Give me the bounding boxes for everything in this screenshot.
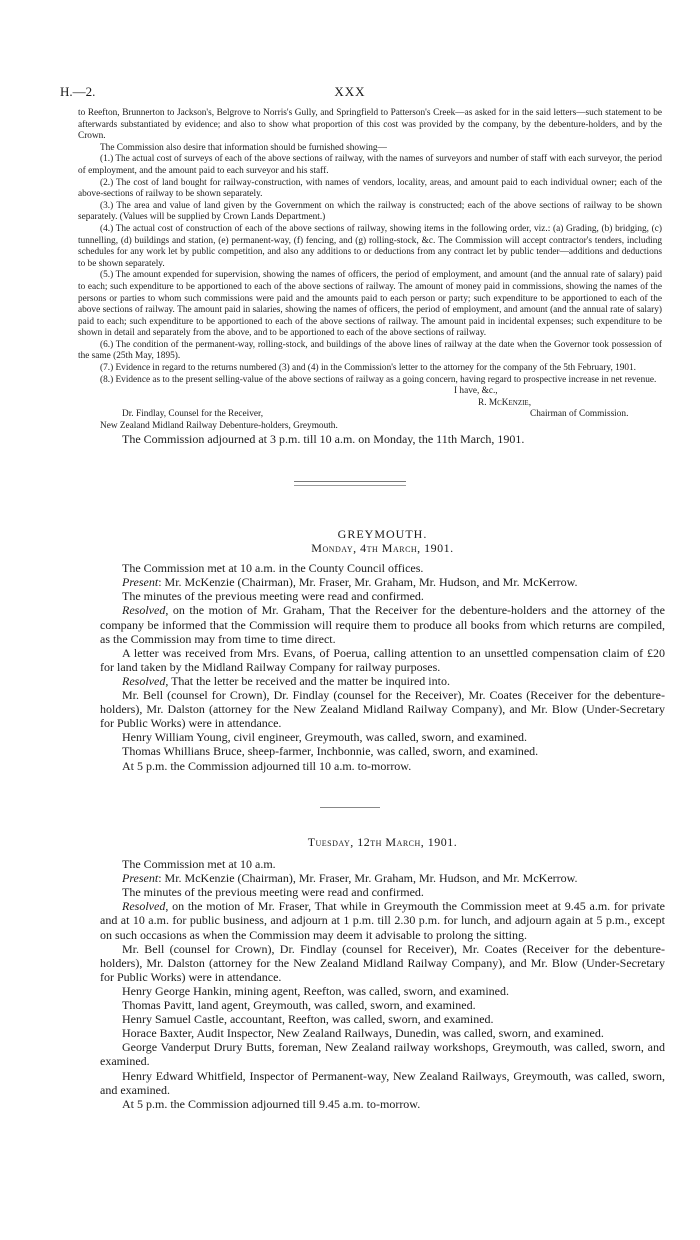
resolution-text: , on the motion of Mr. Fraser, That while in Greymouth the Commission meet at 9.45 a.m. for private and at 10 a.m. for public business, and adjourn at 1 p.m. till 2.30 p.m. for lunch, and adjourn again at 5 p.m., except on such occasions as when the Commission may deem it advisable to prolong the sitting. xyxy=(100,899,665,942)
witness-paragraph: Horace Baxter, Audit Inspector, New Zealand Railways, Dunedin, was called, sworn, and examined. xyxy=(122,1026,604,1041)
letter-signer-title: Chairman of Commission. xyxy=(530,409,629,420)
adjournment-paragraph: At 5 p.m. the Commission adjourned till 9.45 a.m. to-morrow. xyxy=(122,1096,421,1111)
resolution-paragraph xyxy=(100,899,665,941)
resolution-text: , on the motion of Mr. Graham, That the Receiver for the debenture-holders and the attorney of the company be informed that the Commission will require them to produce all books from which returns are compiled, as the Commission may from time to time direct. xyxy=(100,603,665,646)
page-number: XXX xyxy=(334,84,366,99)
letter-item-3: (3.) The area and value of land given by the Government on which the railway is constructed; each of the above sections of railway to be shown separately. (Values will be supplied by Crown Lands Department.) xyxy=(78,200,662,223)
section-date-heading: Tuesday, 12th March, 1901. xyxy=(307,835,458,849)
resolution-text: , That the letter be received and the matter be inquired into. xyxy=(165,673,450,688)
present-label: Present xyxy=(122,575,159,590)
letter-addressee-line-1: Dr. Findlay, Counsel for the Receiver, xyxy=(122,409,264,420)
section-place-heading: GREYMOUTH. xyxy=(337,527,428,541)
attendance-paragraph: Mr. Bell (counsel for Crown), Dr. Findlay (counsel for the Receiver), Mr. Coates (Receiver for the debenture-holders), Mr. Dalston (attorney for the New Zealand Midland Railway Company), and Mr. Blow (Under-Secretary for Public Works) were in attendance. xyxy=(100,688,665,731)
letter-item-6: (6.) The condition of the permanent-way, rolling-stock, and buildings of the above lines of railway at the date when the Governor took possession of the same (25th May, 1895). xyxy=(78,339,662,362)
present-label: Present xyxy=(122,871,159,886)
witness-paragraph: Henry William Young, civil engineer, Greymouth, was called, sworn, and examined. xyxy=(122,730,528,745)
letter-closing: I have, &c., xyxy=(454,386,498,397)
resolved-label: Resolved xyxy=(122,673,166,688)
present-list: : Mr. McKenzie (Chairman), Mr. Fraser, Mr. Graham, Mr. Hudson, and Mr. McKerrow. xyxy=(158,871,578,886)
resolved-label: Resolved xyxy=(122,899,166,914)
page-reference: H.—2. xyxy=(60,84,96,99)
resolved-label: Resolved xyxy=(122,603,166,618)
witness-paragraph: Thomas Pavitt, land agent, Greymouth, was called, sworn, and examined. xyxy=(122,998,476,1013)
adjournment-text: The Commission adjourned at 3 p.m. till 10 a.m. on Monday, the 11th March, 1901. xyxy=(122,432,525,446)
adjournment-paragraph: At 5 p.m. the Commission adjourned till 10 a.m. to-morrow. xyxy=(122,758,412,773)
greymouth-monday-section xyxy=(100,527,665,773)
section-date-heading: Monday, 4th March, 1901. xyxy=(311,541,454,556)
present-paragraph xyxy=(100,575,665,589)
letter-signer: R. McKenzie, xyxy=(478,397,532,408)
resolution-paragraph-1 xyxy=(100,603,665,645)
letter-received-paragraph: A letter was received from Mrs. Evans, of Poerua, calling attention to an unsettled compensation claim of £20 for land taken by the Midland Railway Company for railway purposes. xyxy=(100,645,665,674)
letter-addressee-line-2: New Zealand Midland Railway Debenture-holders, Greymouth. xyxy=(100,421,338,432)
day-divider xyxy=(320,807,380,808)
section-divider xyxy=(294,481,406,486)
letter-item-5: (5.) The amount expended for supervision, showing the names of officers, the period of employment, and amount (and the annual rate of salary) paid to each; such expenditure to be apportioned to each of the above sections of railway. The amount of money paid in commissions, showing the names of the persons or parties to whom such commissions were paid and the amounts paid to each person or party; such expenditure to be apportioned to each of the above sections of railway. The amount paid in salaries, showing the names of officers, the period of employment, and amount (and the annual rate of salary) paid to each; such expenditure to be apportioned to each of the above sections of railway. The amount paid in incidental expenses; such expenditure to be shown in detail and separately from the above, and to be apportioned to each of the above sections of railway. xyxy=(78,270,662,339)
present-paragraph xyxy=(100,871,665,885)
attendance-paragraph: Mr. Bell (counsel for Crown), Dr. Findlay (counsel for Receiver), Mr. Coates (Receiver for the debenture-holders), Mr. Dalston (attorney for the New Zealand Midland Railway Company), and Mr. Blow (Under-Secretary for Public Works) were in attendance. xyxy=(100,941,665,984)
witness-paragraph: Henry George Hankin, mining agent, Reefton, was called, sworn, and examined. xyxy=(122,983,509,998)
minutes-paragraph: The minutes of the previous meeting were read and confirmed. xyxy=(122,589,424,604)
witness-paragraph: Henry Samuel Castle, accountant, Reefton, was called, sworn, and examined. xyxy=(122,1012,494,1027)
letter-item-8: (8.) Evidence as to the present selling-value of the above sections of railway as a going concern, having regard to prospective increase in net revenue. xyxy=(100,374,657,385)
resolution-paragraph-2 xyxy=(100,674,665,688)
letter-lead: The Commission also desire that information should be furnished showing— xyxy=(100,142,387,153)
witness-paragraph: Henry Edward Whitfield, Inspector of Permanent-way, New Zealand Railways, Greymouth, was called, sworn, and examined. xyxy=(100,1068,665,1097)
minutes-paragraph: The minutes of the previous meeting were read and confirmed. xyxy=(122,885,424,900)
letter-item-1: (1.) The actual cost of surveys of each of the above sections of railway, with the names of surveyors and number of staff with each surveyor, the period of employment, and the amount paid to each surveyor and his staff. xyxy=(78,154,662,176)
meeting-opening: The Commission met at 10 a.m. xyxy=(122,857,276,872)
witness-paragraph: Thomas Whillians Bruce, sheep-farmer, Inchbonnie, was called, sworn, and examined. xyxy=(122,744,539,759)
adjournment-note xyxy=(100,432,665,446)
letter-item-2: (2.) The cost of land bought for railway-construction, with names of vendors, locality, areas, and amount paid to each individual owner; each of the above-sections of railway to be shown separately. xyxy=(78,177,662,200)
letter-block xyxy=(78,108,662,433)
meeting-opening: The Commission met at 10 a.m. in the County Council offices. xyxy=(122,561,424,576)
letter-intro: to Reefton, Brunnerton to Jackson's, Belgrove to Norris's Gully, and Springfield to Patterson's Creek—as asked for in the said letters—such statement to be afterwards substantiated by evidence; and also to show what proportion of this cost was provided by the company, by the debenture-holders, and by the Crown. xyxy=(78,108,662,142)
tuesday-section xyxy=(100,835,665,1111)
present-list: : Mr. McKenzie (Chairman), Mr. Fraser, Mr. Graham, Mr. Hudson, and Mr. McKerrow. xyxy=(158,575,578,590)
witness-paragraph: George Vanderput Drury Butts, foreman, New Zealand railway workshops, Greymouth, was called, sworn, and examined. xyxy=(100,1040,665,1069)
letter-item-4: (4.) The actual cost of construction of each of the above sections of railway, showing items in the following order, viz.: (a) Grading, (b) bridging, (c) tunnelling, (d) buildings and station, (e) permanent-way, (f) fencing, and (g) rolling-stock, &c. The Commission will accept contractor's tenders, including schedules for any work let by public competition, and also any additions to or deductions from any contract let by public tender—additions and deductions to be shown separately. xyxy=(78,223,662,269)
letter-item-7: (7.) Evidence in regard to the returns numbered (3) and (4) in the Commission's letter to the attorney for the company of the 5th February, 1901. xyxy=(100,363,637,374)
